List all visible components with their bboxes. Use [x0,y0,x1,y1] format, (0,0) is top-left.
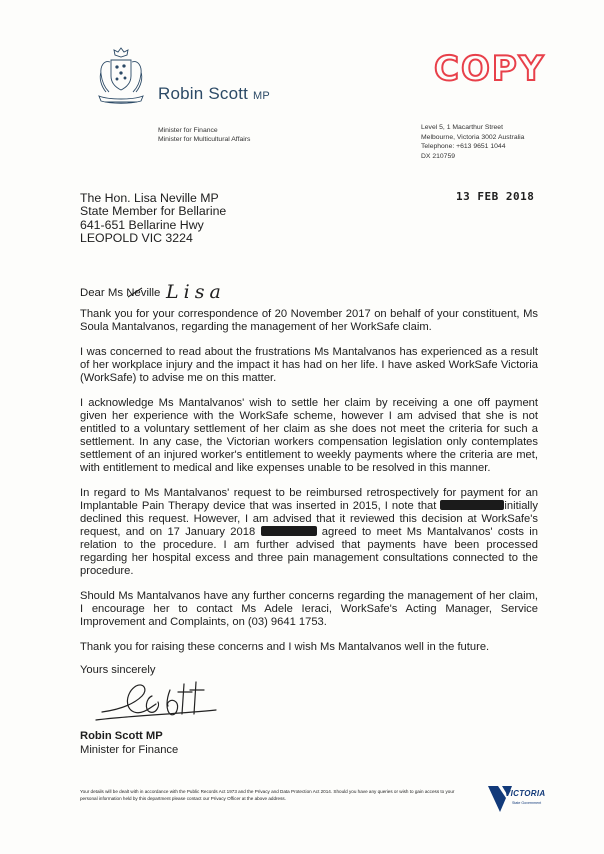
address-line: Level 5, 1 Macarthur Street [421,124,503,131]
closing: Yours sincerely [80,664,156,676]
letterhead-name-text: Robin Scott [158,84,249,103]
address-line: DX 210759 [421,152,456,160]
recipient-line: LEOPOLD VIC 3224 [80,231,193,246]
salutation-prefix: Dear Ms [80,287,127,299]
redaction-box [261,526,317,536]
body-paragraph: I acknowledge Ms Mantalvanos' wish to settle her claim by receiving a one off payment given her experience with the WorkSafe scheme, however I am advised that she is not entitled to a voluntary settlement of her claim as she does not meet the criteria for such a settlement. In any case, the Victorian workers compensation legislation only contemplates settlement of an injured worker's entitlement to weekly payments where the criteria are met, with entitlement to medical and like expenses unable to be resolved in this manner. [80,397,538,474]
redaction-box [440,500,504,510]
role-line: Minister for Finance [158,127,218,134]
struck-name-text: Neville [126,287,161,299]
signature [92,676,232,726]
address-line: Telephone: +613 9651 1044 [421,143,506,150]
body-text-segment: agreed to meet Ms Mantalvanos' costs in relation to the procedure. I am further advised that payments have been processed regarding her hospital excess and three pain management consultations connected to the procedure. [80,525,538,577]
coat-of-arms-icon [93,44,149,106]
recipient-line: State Member for Bellarine [80,204,227,219]
signer-block [80,730,178,757]
privacy-footer: Your details will be dealt with in accordance with the Public Records Act 1973 and the Privacy and Data Protection Act 2014. Should you have any queries or wish to gain access to your personal information held by this department please contact our Privacy Officer at the above address. [80,789,455,801]
address-line: Melbourne, Victoria 3002 Australia [421,133,525,141]
strike-through-mark [126,285,166,301]
body-paragraph [80,487,538,577]
body-text-segment: initially declined this request. However, I am advised that it reviewed this decision at WorkSafe's request, and on 17 January 2018 [80,500,538,538]
body-paragraph: Thank you for raising these concerns and I wish Ms Mantalvanos well in the future. [80,640,490,653]
handwritten-name [164,280,226,306]
recipient-line: The Hon. Lisa Neville MP [80,191,219,205]
recipient-address [80,192,226,246]
body-paragraph: Thank you for your correspondence of 20 November 2017 on behalf of your constituent, Ms Soula Mantalvanos, regarding the management of her WorkSafe claim. [80,308,538,333]
copy-stamp [430,46,550,88]
salutation [80,280,226,306]
svg-text:Lisa: Lisa [166,281,227,303]
signer-title: Minister for Finance [80,743,179,756]
office-address [421,123,524,161]
letterhead-name-suffix: MP [253,90,270,102]
recipient-line: 641-651 Bellarine Hwy [80,217,204,232]
body-paragraph: Should Ms Mantalvanos have any further concerns regarding the management of her claim, I encourage her to contact Ms Adele Ieraci, WorkSafe's Acting Manager, Service Improvement and Complaints, on (03) 9641 1753. [80,589,538,628]
letter-body [80,308,538,666]
victoria-subtext: State Government [512,801,542,805]
role-line: Minister for Multicultural Affairs [158,136,251,143]
signer-name: Robin Scott MP [80,730,163,742]
letterhead-name [158,84,270,104]
body-paragraph: I was concerned to read about the frustrations Ms Mantalvanos has experienced as a result of her workplace injury and the impact it has had on her life. I have asked WorkSafe Victoria (WorkSafe) to advise me on this matter. [80,346,538,385]
copy-stamp-text: COPY [434,49,546,88]
ministerial-roles [158,126,250,144]
struck-name [126,287,160,299]
body-text-segment: In regard to Ms Mantalvanos' request to be reimbursed retrospectively for payment for an Implantable Pain Therapy device that was inserted in 2015, I note that [80,487,538,513]
victoria-wordmark: VICTORIA [505,789,546,798]
date-stamp: 13 FEB 2018 [456,190,535,203]
